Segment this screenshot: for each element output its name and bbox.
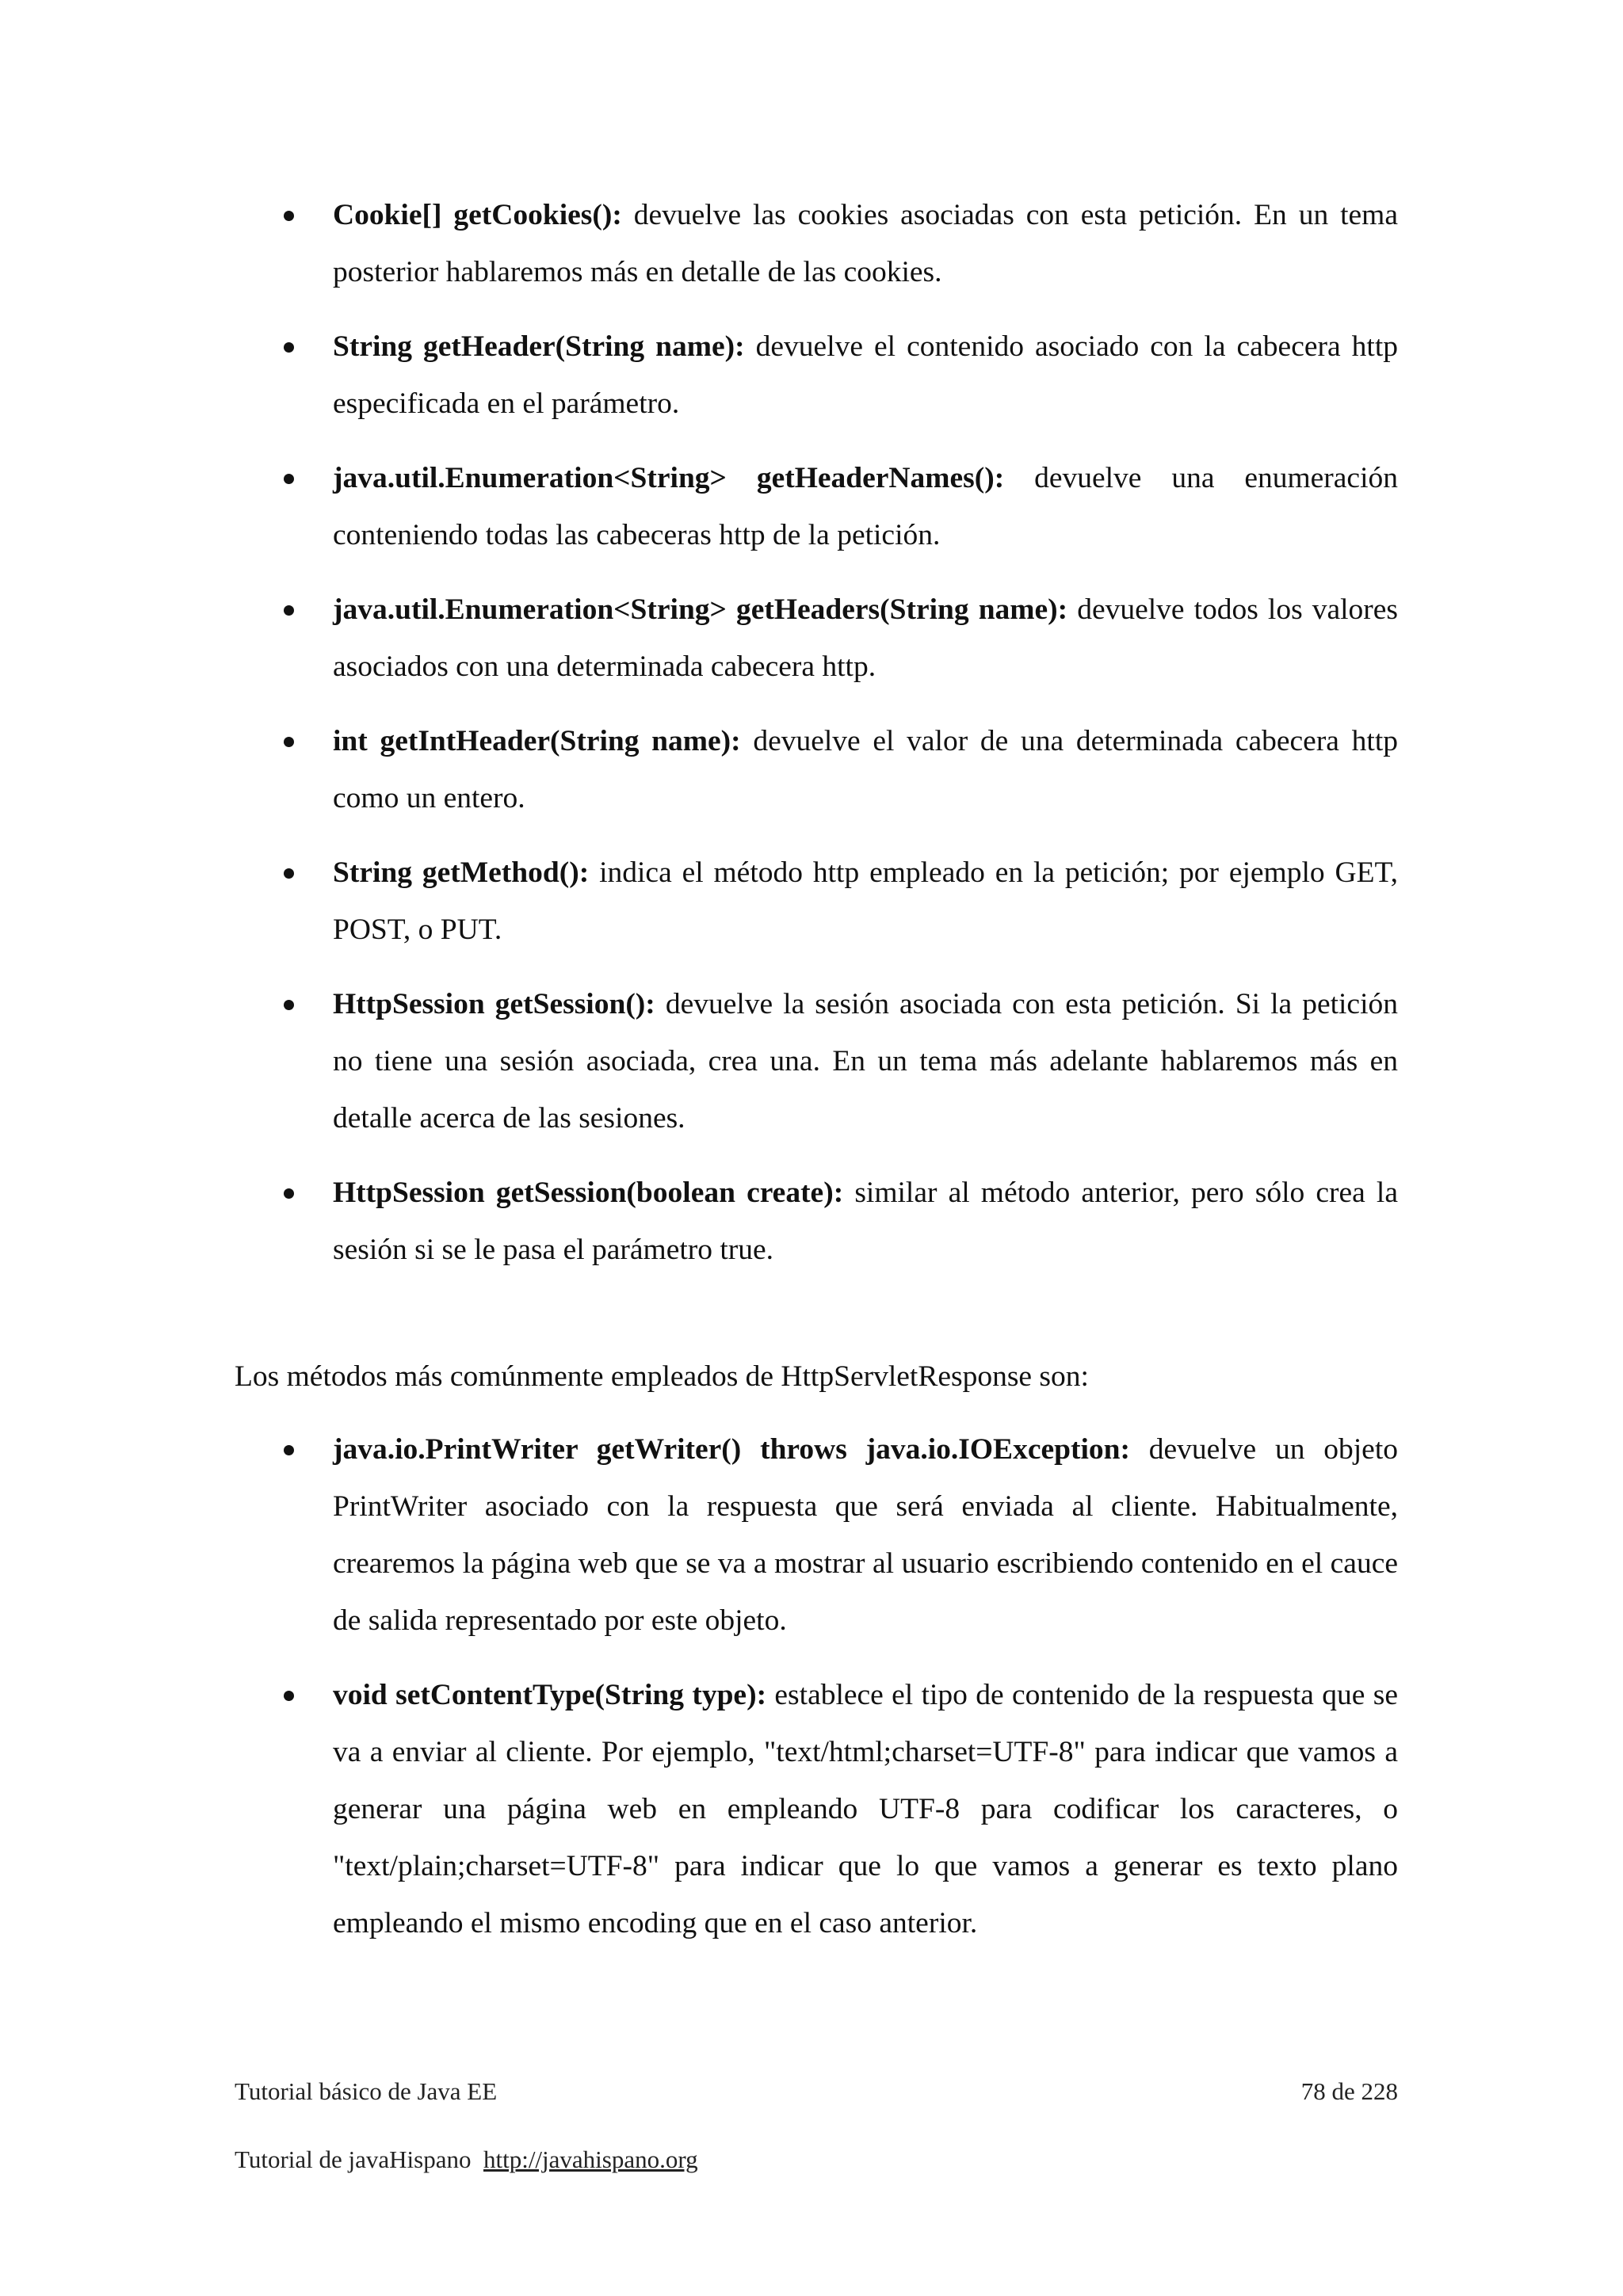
bullet-icon: [284, 211, 294, 221]
method-description: devuelve las cookies asociadas con esta petición. En un tema posterior hablaremos más en detalle de las cookies.: [333, 199, 1398, 288]
bullet-icon: [284, 737, 294, 747]
method-signature: int getIntHeader(String name):: [333, 725, 741, 757]
bullet-icon: [284, 1445, 294, 1455]
method-description: devuelve una enumeración conteniendo todas las cabeceras http de la petición.: [333, 462, 1398, 551]
method-signature: java.io.PrintWriter getWriter() throws java.io.IOException:: [333, 1433, 1130, 1466]
method-signature: void setContentType(String type):: [333, 1679, 767, 1711]
method-signature: Cookie[] getCookies():: [333, 199, 622, 231]
bullet-icon: [284, 1691, 294, 1701]
bullet-icon: [284, 1000, 294, 1010]
list-item: [235, 713, 1398, 827]
method-signature: java.util.Enumeration<String> getHeaderNames():: [333, 462, 1005, 494]
method-description: establece el tipo de contenido de la respuesta que se va a enviar al cliente. Por ejemplo, "text/html;charset=UTF-8" para indicar que vamos a generar una página web en empleando UTF-8 para codificar los caracteres, o "text/plain;charset=UTF-8" para indicar que lo que vamos a generar es texto plano empleando el mismo encoding que en el caso anterior.: [333, 1679, 1398, 1939]
bullet-icon: [284, 342, 294, 353]
list-item: [235, 450, 1398, 564]
bullet-icon: [284, 474, 294, 484]
list-item: [235, 845, 1398, 959]
bullet-icon: [284, 605, 294, 616]
method-description: similar al método anterior, pero sólo crea la sesión si se le pasa el parámetro true.: [333, 1177, 1398, 1266]
method-description: devuelve el valor de una determinada cabecera http como un entero.: [333, 725, 1398, 814]
method-description: devuelve el contenido asociado con la cabecera http especificada en el parámetro.: [333, 330, 1398, 420]
footer-link[interactable]: http://javahispano.org: [483, 2145, 698, 2173]
method-description: devuelve todos los valores asociados con una determinada cabecera http.: [333, 593, 1399, 683]
list-item: [235, 1421, 1398, 1650]
page-number: 78 de 228: [1300, 2077, 1398, 2105]
list-item: [235, 1165, 1398, 1279]
bullet-icon: [284, 1188, 294, 1199]
method-signature: java.util.Enumeration<String> getHeaders(String name):: [333, 593, 1068, 626]
method-description: indica el método http empleado en la petición; por ejemplo GET, POST, o PUT.: [333, 856, 1398, 946]
list-item: [235, 582, 1398, 696]
method-description: devuelve un objeto PrintWriter asociado con la respuesta que será enviada al cliente. Habitualmente, crearemos la página web que se va a mostrar al usuario escribiendo contenido en el cauce de salida representado por este objeto.: [333, 1433, 1398, 1637]
footer-title: Tutorial básico de Java EE: [235, 2077, 498, 2105]
method-signature: String getHeader(String name):: [333, 330, 745, 363]
method-signature: HttpSession getSession():: [333, 988, 655, 1020]
footer-credit: Tutorial de javaHispano: [235, 2145, 472, 2173]
request-methods-list: [235, 187, 1398, 1279]
footer-credit-row: [235, 2145, 1398, 2174]
footer-row: [235, 2077, 1398, 2106]
method-description: devuelve la sesión asociada con esta petición. Si la petición no tiene una sesión asociada, crea una. En un tema más adelante hablaremos más en detalle acerca de las sesiones.: [333, 988, 1398, 1135]
list-item: [235, 976, 1398, 1147]
method-signature: String getMethod():: [333, 856, 590, 889]
method-signature: HttpSession getSession(boolean create):: [333, 1177, 844, 1209]
list-item: [235, 318, 1398, 433]
list-item: [235, 1667, 1398, 1952]
page-content: [235, 187, 1398, 1970]
bullet-icon: [284, 868, 294, 879]
list-item: [235, 187, 1398, 301]
response-methods-list: [235, 1421, 1398, 1952]
response-intro: Los métodos más comúnmente empleados de HttpServletResponse son:: [235, 1360, 1089, 1393]
